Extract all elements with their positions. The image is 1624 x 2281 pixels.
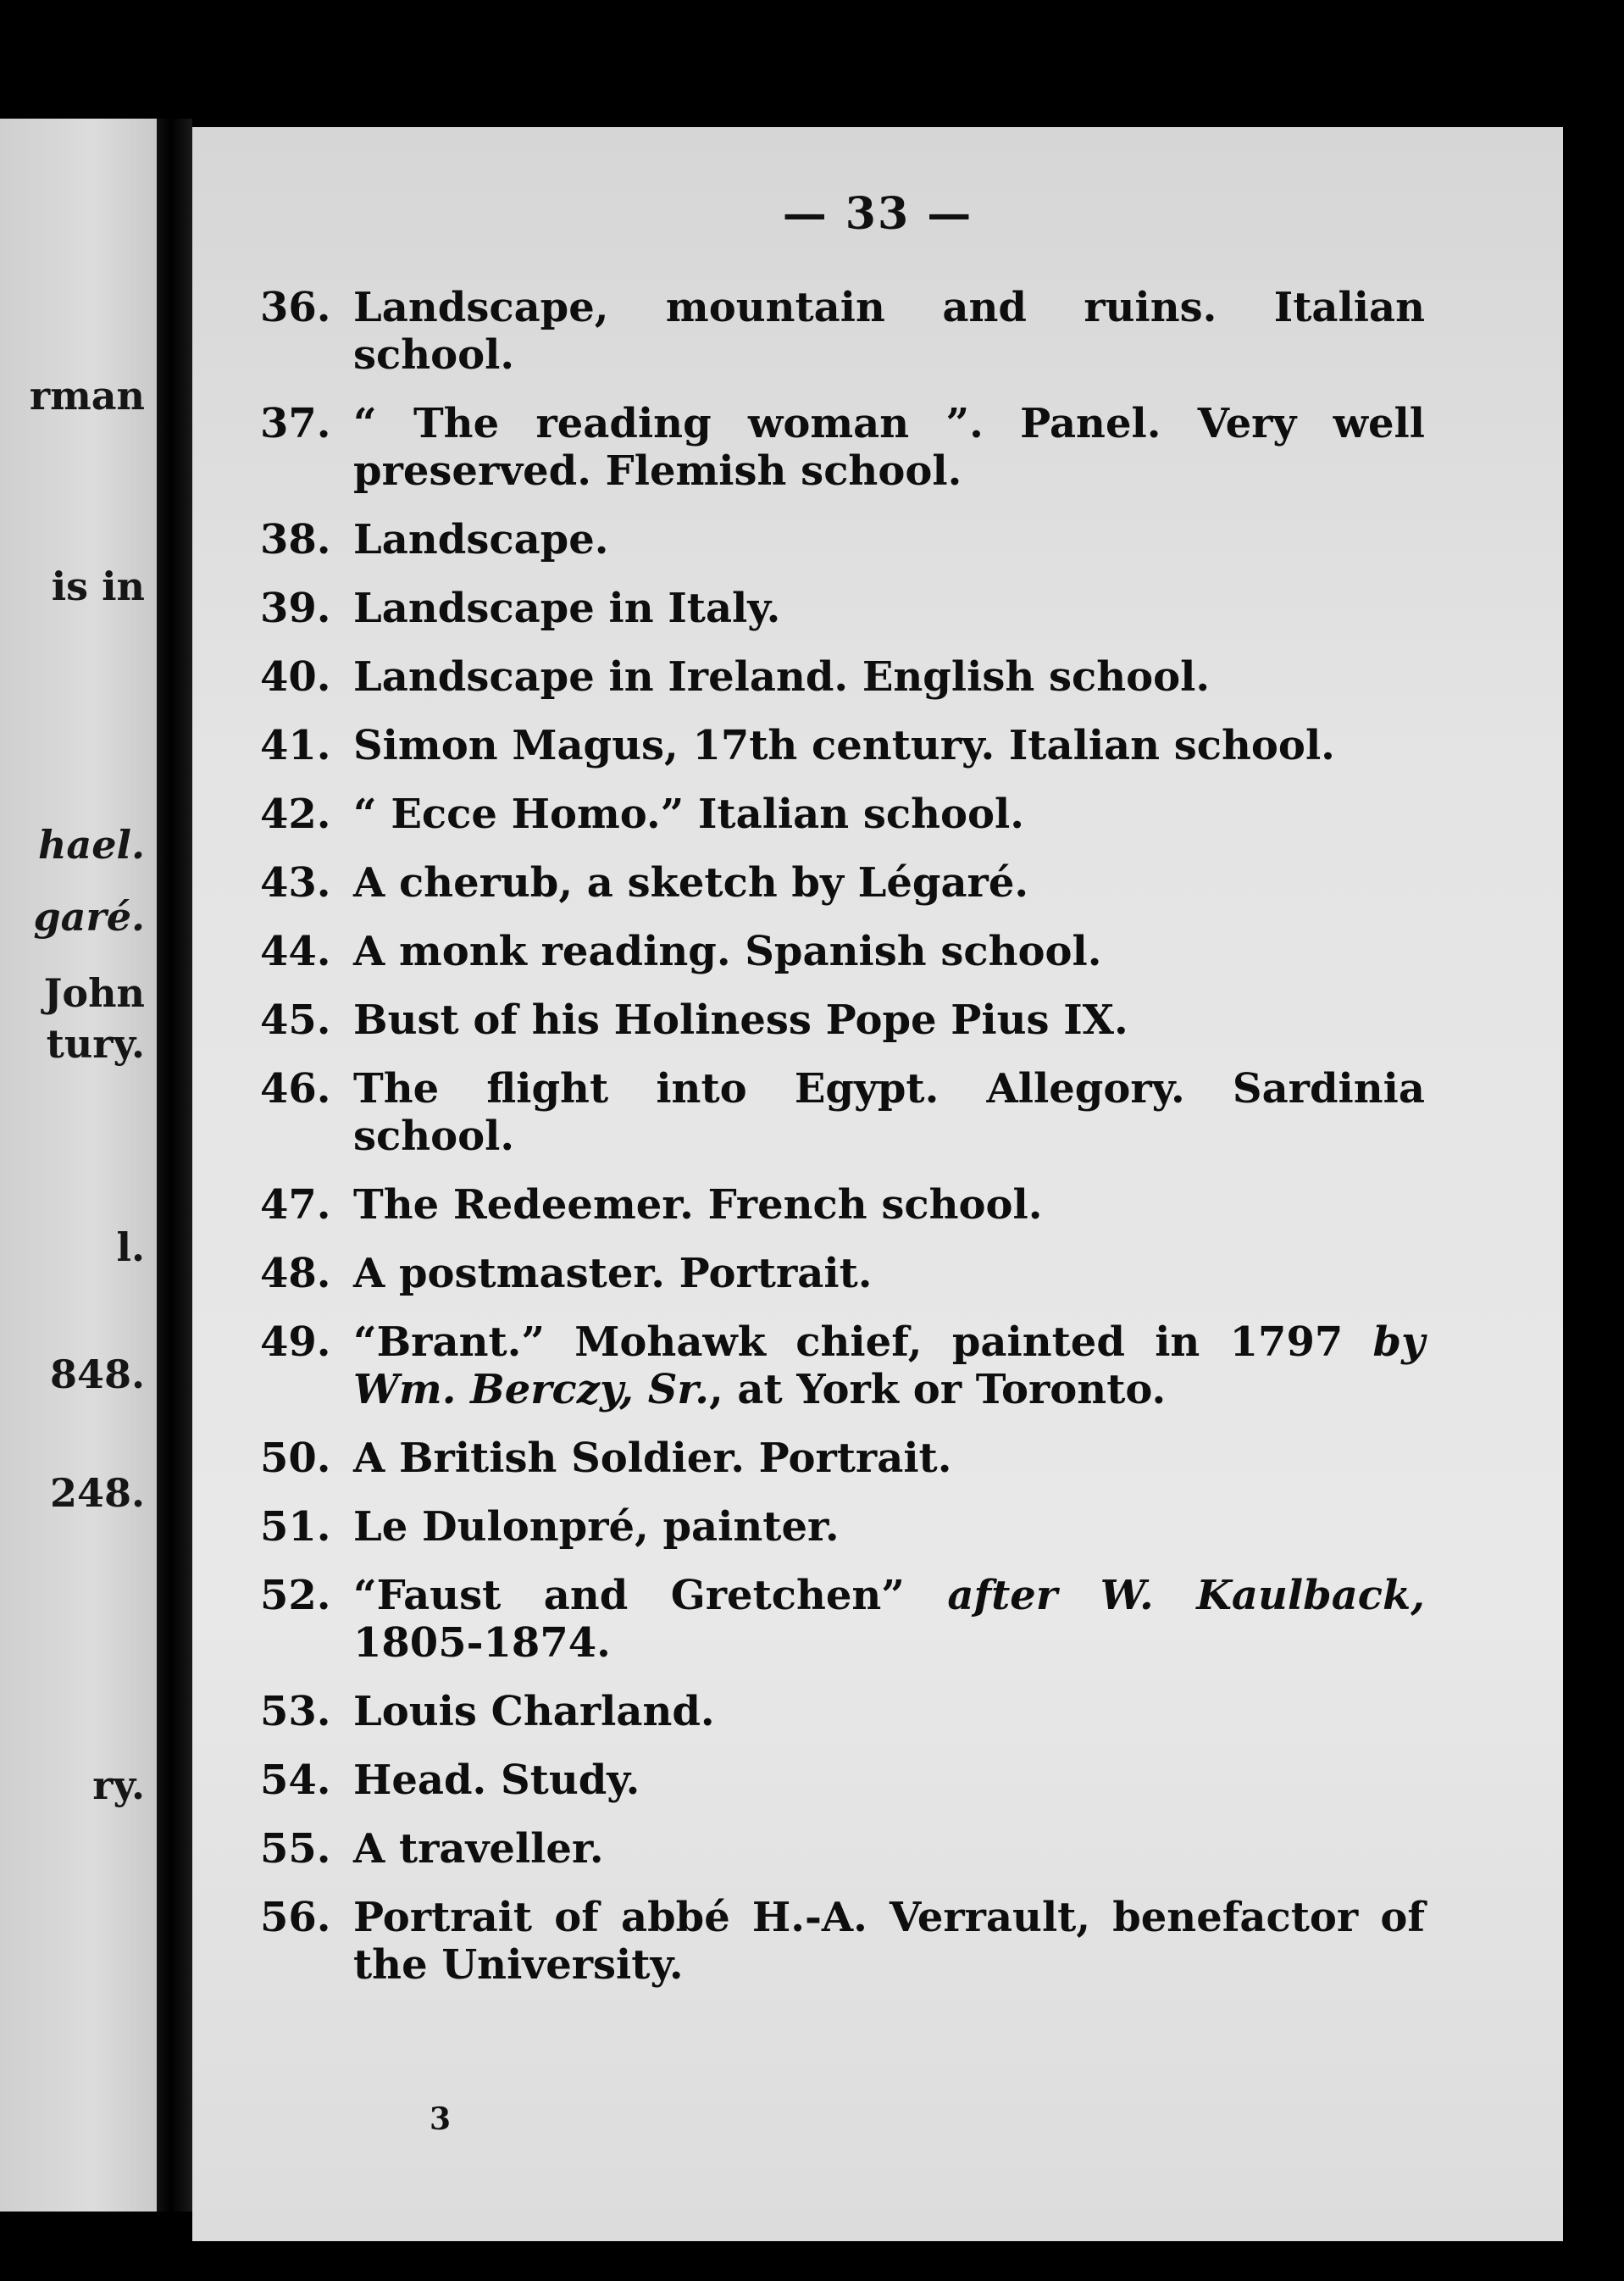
- entry-text: The Redeemer. French school.: [353, 1181, 1043, 1229]
- catalogue-entry: [260, 1435, 1425, 1482]
- entry-number: 55.: [260, 1825, 331, 1873]
- left-page-text-fragment: 248.: [49, 1470, 145, 1516]
- left-page-text-fragment: rman: [29, 373, 145, 419]
- entry-number: 44.: [260, 928, 331, 975]
- book-gutter: [157, 119, 192, 2212]
- entry-number: 41.: [260, 722, 331, 769]
- catalogue-page: [192, 127, 1563, 2241]
- catalogue-entry: [260, 1065, 1425, 1160]
- entry-number: 47.: [260, 1181, 331, 1229]
- left-page-text-fragment: garé.: [33, 894, 145, 940]
- previous-page-fragment: [0, 119, 157, 2212]
- entry-text: Landscape.: [353, 516, 609, 563]
- catalogue-entry: [260, 859, 1425, 907]
- page-number: — 33 —: [782, 188, 973, 240]
- catalogue-entry: [260, 722, 1425, 769]
- entry-text: 1805-1874.: [353, 1619, 611, 1667]
- entry-text: by Wm. Berczy, Sr.: [353, 1318, 1425, 1413]
- entry-number: 43.: [260, 859, 331, 907]
- catalogue-entry: [260, 585, 1425, 632]
- catalogue-entry: [260, 1894, 1425, 1989]
- left-page-text-fragment: l.: [116, 1224, 145, 1270]
- left-page-text-fragment: John: [43, 970, 145, 1016]
- entry-number: 48.: [260, 1250, 331, 1297]
- entry-number: 49.: [260, 1318, 331, 1366]
- entry-text: after W. Kaulback,: [947, 1572, 1425, 1619]
- entry-text: Bust of his Holiness Pope Pius IX.: [353, 996, 1128, 1044]
- entry-text: A postmaster. Portrait.: [353, 1250, 873, 1297]
- entry-number: 40.: [260, 653, 331, 701]
- catalogue-entry: [260, 516, 1425, 563]
- entry-text: Landscape in Italy.: [353, 585, 781, 632]
- entry-text: “Faust and Gretchen”: [353, 1572, 948, 1619]
- entry-number: 51.: [260, 1503, 331, 1551]
- entry-text: Landscape, mountain and ruins. Italian school.: [353, 284, 1425, 379]
- left-page-text-fragment: tury.: [46, 1021, 145, 1067]
- entry-number: 54.: [260, 1757, 331, 1804]
- entry-text: A cherub, a sketch by Légaré.: [353, 859, 1029, 907]
- catalogue-entry: [260, 1250, 1425, 1297]
- catalogue-entry: [260, 1181, 1425, 1229]
- entry-text: A British Soldier. Portrait.: [353, 1435, 952, 1482]
- entry-text: “ The reading woman ”. Panel. Very well preserved. Flemish school.: [353, 400, 1425, 495]
- catalogue-entry: [260, 653, 1425, 701]
- catalogue-entry: [260, 400, 1425, 495]
- entry-text: Landscape in Ireland. English school.: [353, 653, 1211, 701]
- catalogue-entry: [260, 1318, 1425, 1413]
- catalogue-entry: [260, 1503, 1425, 1551]
- entry-number: 53.: [260, 1688, 331, 1735]
- catalogue-entry: [260, 1688, 1425, 1735]
- entry-text: Louis Charland.: [353, 1688, 715, 1735]
- catalogue-entry: [260, 1825, 1425, 1873]
- entry-number: 56.: [260, 1894, 331, 1941]
- entry-number: 38.: [260, 516, 331, 563]
- left-page-text-fragment: hael.: [37, 822, 145, 868]
- entry-number: 36.: [260, 284, 331, 331]
- catalogue-entry: [260, 928, 1425, 975]
- entry-number: 39.: [260, 585, 331, 632]
- entry-text: Head. Study.: [353, 1757, 640, 1804]
- entry-number: 45.: [260, 996, 331, 1044]
- signature-mark: 3: [430, 2101, 452, 2137]
- left-page-text-fragment: ry.: [92, 1762, 145, 1808]
- entry-number: 37.: [260, 400, 331, 447]
- entry-text: , at York or Toronto.: [708, 1366, 1167, 1413]
- entry-number: 50.: [260, 1435, 331, 1482]
- left-page-text-fragment: is in: [51, 563, 145, 609]
- catalogue-entries: [260, 284, 1425, 2010]
- entry-number: 46.: [260, 1065, 331, 1113]
- entry-text: A traveller.: [353, 1825, 604, 1873]
- entry-text: Simon Magus, 17th century. Italian school.: [353, 722, 1335, 769]
- entry-text: Le Dulonpré, painter.: [353, 1503, 840, 1551]
- catalogue-entry: [260, 1757, 1425, 1804]
- left-page-text-fragment: 848.: [49, 1351, 145, 1397]
- catalogue-entry: [260, 996, 1425, 1044]
- entry-text: Portrait of abbé H.-A. Verrault, benefactor of the University.: [353, 1894, 1425, 1989]
- entry-number: 42.: [260, 791, 331, 838]
- entry-text: The flight into Egypt. Allegory. Sardinia school.: [353, 1065, 1425, 1160]
- catalogue-entry: [260, 284, 1425, 379]
- entry-text: A monk reading. Spanish school.: [353, 928, 1102, 975]
- entry-text: “Brant.” Mohawk chief, painted in 1797: [353, 1318, 1373, 1366]
- entry-text: “ Ecce Homo.” Italian school.: [353, 791, 1024, 838]
- catalogue-entry: [260, 791, 1425, 838]
- catalogue-entry: [260, 1572, 1425, 1667]
- entry-number: 52.: [260, 1572, 331, 1619]
